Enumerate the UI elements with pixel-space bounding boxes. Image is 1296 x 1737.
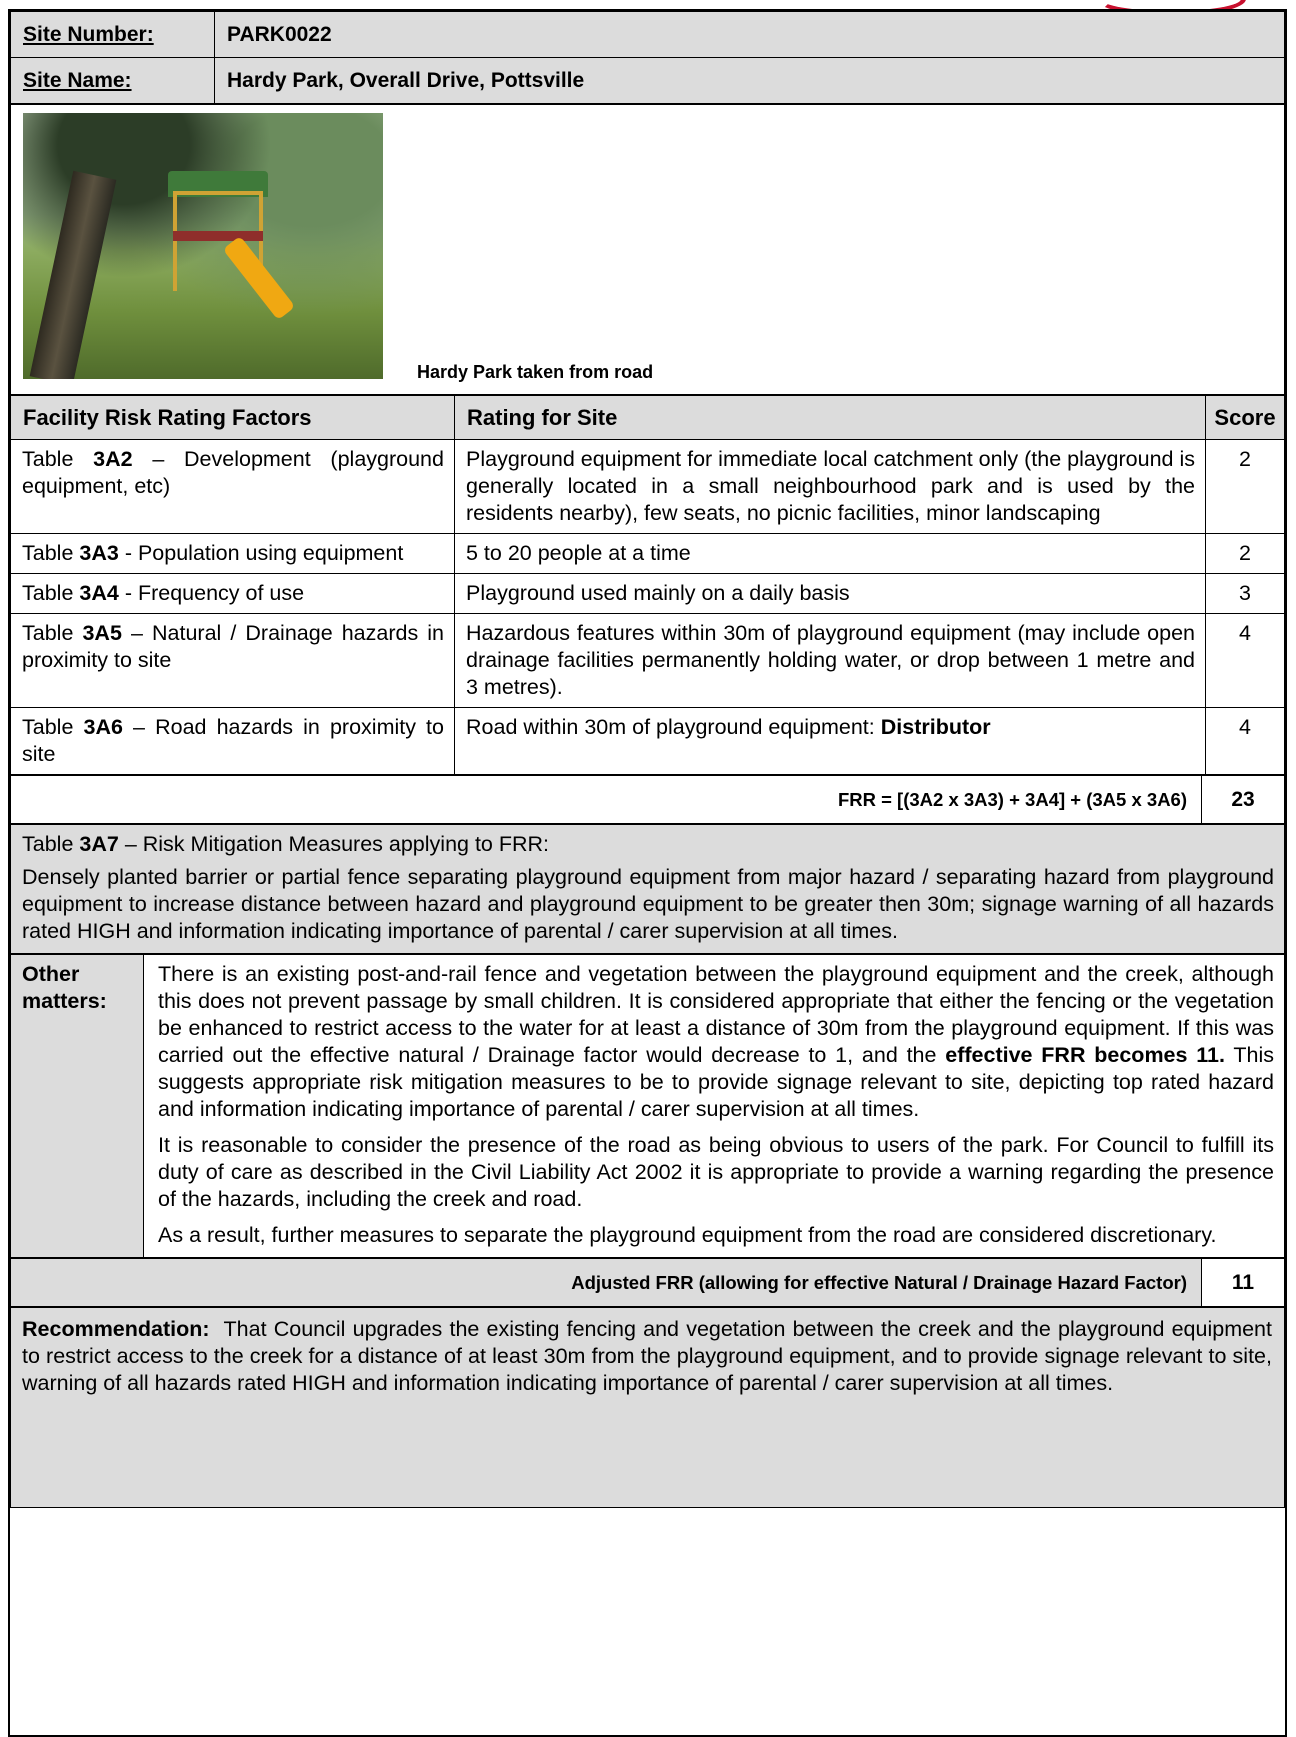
other-matters-table — [10, 954, 1285, 1258]
factor-cell — [11, 708, 455, 775]
mitigation-text: Densely planted barrier or partial fence separating playground equipment from major hazard / separating hazard from playground equipment to increase distance between hazard and playground equipment to be greater then 30m; signage warning of all hazards rated HIGH and information indicating importance of parental / carer supervision at all times. — [22, 865, 1274, 943]
rating-text: Playground used mainly on a daily basis — [466, 581, 850, 605]
rating-text: Playground equipment for immediate local catchment only (the playground is generally located in a small neighbourhood park and is used by the residents nearby), few seats, no picnic facilities, minor landscaping — [466, 447, 1196, 525]
mitigation-table — [10, 824, 1285, 954]
factor-cell — [11, 534, 455, 574]
rating-cell — [455, 574, 1206, 614]
adjusted-frr-table — [10, 1258, 1285, 1307]
factor-code: 3A3 — [79, 541, 119, 565]
rating-cell — [455, 534, 1206, 574]
factor-code: 3A4 — [79, 581, 119, 605]
col-rating-header: Rating for Site — [455, 396, 1206, 440]
col-factor-header: Facility Risk Rating Factors — [11, 396, 455, 440]
adjusted-frr-label: Adjusted FRR (allowing for effective Natural / Drainage Hazard Factor) — [11, 1259, 1202, 1307]
factor-desc: – Development (playground equipment, etc) — [22, 447, 444, 498]
mitigation-prefix: Table — [22, 832, 74, 856]
mitigation-code: 3A7 — [79, 832, 119, 856]
factor-cell — [11, 574, 455, 614]
recommendation-text: That Council upgrades the existing fencing and vegetation between the creek and the playground equipment to restrict access to the creek for a distance of at least 30m from the playground equipment, and to provide signage relevant to site, warning of all hazards rated HIGH and information indicating importance of parental / carer supervision at all times. — [22, 1317, 1278, 1395]
table-row — [11, 614, 1285, 708]
recommendation-cell — [11, 1308, 1285, 1508]
rating-cell — [455, 708, 1206, 775]
site-report — [8, 9, 1287, 1737]
factor-desc: – Road hazards in proximity to site — [22, 715, 444, 766]
factor-prefix: Table — [22, 447, 74, 471]
factor-prefix: Table — [22, 621, 74, 645]
score-cell: 2 — [1206, 440, 1285, 534]
frr-score: 23 — [1202, 776, 1285, 824]
site-name-row — [11, 58, 1285, 104]
col-score-header: Score — [1206, 396, 1285, 440]
site-photo — [23, 113, 383, 379]
other-matters-text: This suggests appropriate risk mitigation measures to be to provide signage relevant to site, depicting top rated hazard and information indicating importance of parental / carer supervision at all times. — [158, 1043, 1274, 1121]
rating-cell — [455, 614, 1206, 708]
score-cell: 4 — [1206, 708, 1285, 775]
table-row — [11, 708, 1285, 775]
factor-cell — [11, 440, 455, 534]
photo-table — [10, 104, 1285, 395]
other-matters-body — [144, 955, 1285, 1258]
factor-prefix: Table — [22, 715, 74, 739]
other-matters-paragraph: As a result, further measures to separate the playground equipment from the road are considered discretionary. — [158, 1223, 1217, 1247]
rating-text: 5 to 20 people at a time — [466, 541, 691, 565]
other-matters-paragraph: It is reasonable to consider the presence of the road as being obvious to users of the park. For Council to fulfill its duty of care as described in the Civil Liability Act 2002 it is appropriate to provide a warning regarding the presence of the hazards, including the creek and road. — [158, 1133, 1274, 1211]
rating-text: Hazardous features within 30m of playground equipment (may include open drainage facilities permanently holding water, or drop between 1 metre and 3 metres). — [466, 621, 1195, 699]
factor-code: 3A5 — [82, 621, 122, 645]
recommendation-label: Recommendation: — [22, 1317, 210, 1341]
score-cell: 2 — [1206, 534, 1285, 574]
score-cell: 4 — [1206, 614, 1285, 708]
adjusted-frr-score: 11 — [1202, 1259, 1285, 1307]
site-number-row — [11, 12, 1285, 58]
site-header-table — [10, 11, 1285, 104]
table-row — [11, 574, 1285, 614]
frr-formula: FRR = [(3A2 x 3A3) + 3A4] + (3A5 x 3A6) — [11, 776, 1202, 824]
recommendation-table — [10, 1307, 1285, 1508]
mitigation-heading — [22, 831, 1274, 858]
rating-cell — [455, 440, 1206, 534]
other-matters-label: Other matters: — [11, 955, 144, 1258]
factor-desc: - Frequency of use — [124, 581, 305, 605]
mitigation-heading-text: – Risk Mitigation Measures applying to FRR: — [124, 832, 550, 856]
rating-text: Road within 30m of playground equipment: — [466, 715, 881, 739]
other-matters-text: There is an existing post-and-rail fence and vegetation between the playground equipment and the creek, although this does not prevent passage by small children. It is considered appropriate that either the fencing or the vegetation be enhanced to restrict access to the water for at least a distance of 30m from the playground equipment. If this was carried out the effective natural / Drainage factor would decrease to 1, and the — [158, 962, 1274, 1067]
factor-desc: - Population using equipment — [124, 541, 404, 565]
other-matters-paragraph — [158, 961, 1274, 1123]
factor-cell — [11, 614, 455, 708]
frr-table — [10, 775, 1285, 824]
factor-code: 3A2 — [93, 447, 133, 471]
site-name-value: Hardy Park, Overall Drive, Pottsville — [215, 58, 1285, 104]
table-row — [11, 440, 1285, 534]
table-row — [11, 534, 1285, 574]
factor-prefix: Table — [22, 541, 74, 565]
site-name-label: Site Name: — [11, 58, 215, 104]
factors-table — [10, 395, 1285, 775]
site-number-value: PARK0022 — [215, 12, 1285, 58]
rating-bold-text: Distributor — [880, 715, 991, 739]
frr-row — [11, 776, 1285, 824]
site-number-label: Site Number: — [11, 12, 215, 58]
photo-cell — [11, 105, 1285, 395]
photo-caption: Hardy Park taken from road — [417, 362, 654, 382]
factor-code: 3A6 — [83, 715, 123, 739]
score-cell: 3 — [1206, 574, 1285, 614]
factors-header-row — [11, 396, 1285, 440]
factor-desc: – Natural / Drainage hazards in proximity to site — [22, 621, 444, 672]
effective-frr-text: effective FRR becomes 11. — [945, 1043, 1225, 1067]
recommendation-paragraph — [22, 1316, 1278, 1397]
factor-prefix: Table — [22, 581, 74, 605]
mitigation-cell — [11, 825, 1285, 954]
adjusted-frr-row — [11, 1259, 1285, 1307]
